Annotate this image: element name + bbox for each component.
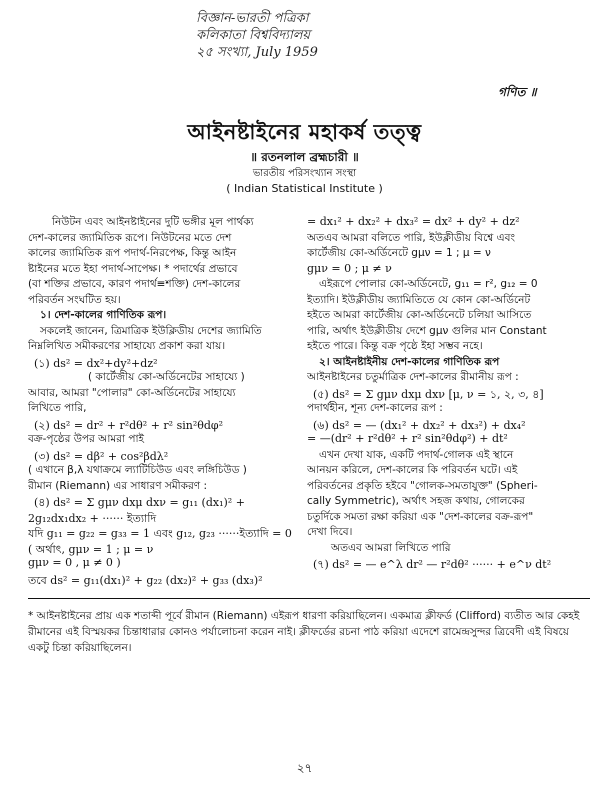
text-line: এইরূপে পোলার কো-অর্ডিনেটে, g₁₁ = r², g₁₂ = 0 [319,278,538,290]
text-line: লিখিতে পারি, [28,402,87,414]
equation-line: = dx₁² + dx₂² + dx₃² = dx² + dy² + dz² [307,215,520,228]
text-line: দেখা দিবে। [307,526,353,538]
handwritten-line: ২৫ সংখ্যা, July 1959 [196,45,318,60]
text-line: হইতে আমরা কার্টেজীয় কো-অর্ডিনেটে চলিয়া আসিতে [307,309,532,321]
footnote-divider [28,598,590,599]
section-heading: ২। আইনষ্টাইনীয় দেশ-কালের গাণিতিক রূপ [319,355,500,368]
text-line: বক্র-পৃষ্ঠের উপর আমরা পাই [28,433,145,445]
text-line: কালের জ্যামিতিক রূপ পদার্থ-নিরপেক্ষ, কিন্তু আইন [28,247,237,259]
article-title: আইনষ্টাইনের মহাকর্ষ তত্ত্ব [187,120,422,144]
text-line: (বা শক্তির প্রভাবে, কারণ পদার্থ≡শক্তি) দেশ-কালের [28,278,241,290]
text-line: আইনষ্টাইনের চতুর্মাত্রিক দেশ-কালের রীমানীয় রূপ : [307,371,519,383]
left-column [28,215,300,587]
text-line: পরিবর্তন সংঘটিত হয়। [28,293,121,306]
text-line: অতএব আমরা লিখিতে পারি [331,541,451,554]
text-line: gμν = 0 , μ ≠ 0 ) [28,556,121,569]
text-line: আবার, আমরা "পোলার" কো-অর্ডিনেটের সাহায্যে [28,386,236,399]
text-line: এখন দেখা যাক, একটি পদার্থ-গোলক এই স্থানে [319,448,514,461]
text-line: কার্টেজীয় কো-অর্ডিনেটে gμν = 1 ; μ = ν [307,247,491,259]
text-line: রীমান (Riemann) এর সাধারণ সমীকরণ : [28,479,208,492]
affiliation-bengali: ভারতীয় পরিসংখ্যান সংস্থা [252,168,357,179]
section-heading: ১। দেশ-কালের গাণিতিক রূপ। [40,309,167,321]
page-number: ২৭ [296,761,313,775]
text-line: যদি g₁₁ = g₂₂ = g₃₃ = 1 এবং g₁₂, g₂₃ ······ইত্যাদি = 0 [28,527,292,540]
affiliation-english: ( Indian Statistical Institute ) [226,182,383,195]
handwritten-note [196,10,318,61]
equation-line: gμν = 0 ; μ ≠ ν [307,261,392,275]
section-tag: গণিত ॥ [498,85,537,99]
text-line: ( এখানে β,λ যথাক্রমে ল্যাটিচিউড এবং লঙ্গিচিউড ) [28,464,247,476]
text-line: আনয়ন করিলে, দেশ-কালের কি পরিবর্তন ঘটে। এই [307,464,518,476]
equation-7: (৭) ds² = — e^λ dr² — r²dθ² ······ + e^ν dt² [313,558,552,571]
text-line: cally Symmetric), অর্থাৎ সহজ কথায়, গোলকের [307,495,525,507]
text-line: ( অর্থাৎ, gμν = 1 ; μ = ν [28,542,154,556]
handwritten-line: বিজ্ঞান-ভারতী পত্রিকা [196,11,309,26]
text-line: ইত্যাদি। ইউক্লীডীয় জ্যামিতিতে যে কোন কো-অর্ডিনেট [307,293,531,306]
equation-6-cont: = —(dr² + r²dθ² + r² sin²θdφ²) + dt² [307,432,508,445]
text-line: পদার্থহীন, শূন্য দেশ-কালের রূপ : [307,402,443,414]
equation-6: (৬) ds² = — (dx₁² + dx₂² + dx₃²) + dx₄² [313,418,526,432]
equation-3: (৩) ds² = dβ² + cos²βdλ² [34,449,169,463]
text-line: সকলেই জানেন, ত্রিমাত্রিক ইউক্লিডীয় দেশের জ্যামিতি [40,324,262,337]
equation-2: (২) ds² = dr² + r²dθ² + r² sin²θdφ² [34,418,224,432]
author-name: ॥ রতনলাল ব্রহ্মচারী ॥ [250,150,359,164]
equation-4-cont: 2g₁₂dx₁dx₂ + ······ ইত্যাদি [28,511,157,525]
text-line: দেশ-কালের জ্যামিতিক রূপে। নিউটনের মতে দেশ [28,231,232,244]
footnote: * আইনষ্টাইনের প্রায় এক শতাব্দী পূর্বে রীমান (Riemann) এইরূপ ধারণা করিয়াছিলেন। একমাত্র ক্লীফর্ড (Clifford) ব্যতীত আর কেহই রীমানের এই বিস্ময়কর চিন্তাধারার কোনও পর্যালোচনা করেন নাই। ক্লীফর্ডের রচনা পাঠ করিয়া এদেশে রামেন্দ্রসুন্দর ত্রিবেদী এই বিষয়ে একটু চিন্তা করিয়াছিলেন। [28,610,580,654]
text-line: নিম্নলিখিত সমীকরণের সাহায্যে প্রকাশ করা যায়। [28,340,226,352]
text-line: তবে ds² = g₁₁(dx₁)² + g₂₂ (dx₂)² + g₃₃ (dx₃)² [28,573,263,587]
text-line: চতুর্দিকে সমতা রক্ষা করিয়া এক "দেশ-কালের বক্র-রূপ" [307,510,534,523]
text-line: নিউটন এবং আইনষ্টাইনের দুটি ভঙ্গীর মূল পার্থক্য [52,216,254,228]
equation-1: (১) ds² = dx²+dy²+dz² [34,356,158,370]
equation-5: (৫) ds² = Σ gμν dxμ dxν [μ, ν = ১, ২, ৩, ৪] [313,387,544,401]
text-line: ষ্টাইনের মতে ইহা পদার্থ-সাপেক্ষ। * পদার্থের প্রভাবে [28,262,238,275]
text-line: হইতে পারে। কিন্তু বক্র পৃষ্ঠে ইহা সম্ভব নহে। [307,340,483,352]
equation-4: (৪) ds² = Σ gμν dxμ dxν = g₁₁ (dx₁)² + [34,496,245,509]
handwritten-line: কলিকাতা বিশ্ববিদ্যালয় [196,28,311,43]
text-line: পরিবর্তনের প্রকৃতি হইবে "গোলক-সমতাযুক্ত" (Spheri- [307,479,538,492]
text-line: অতএব আমরা বলিতে পারি, ইউক্লীডীয় বিশ্বে এবং [307,231,515,244]
text-line: ( কার্টেজীয় কো-অর্ডিনেটের সাহায্যে ) [88,371,245,383]
right-column [307,215,589,572]
text-line: পারি, অর্থাৎ ইউক্লীডীয় দেশে gμν গুলির মান Constant [307,324,547,337]
